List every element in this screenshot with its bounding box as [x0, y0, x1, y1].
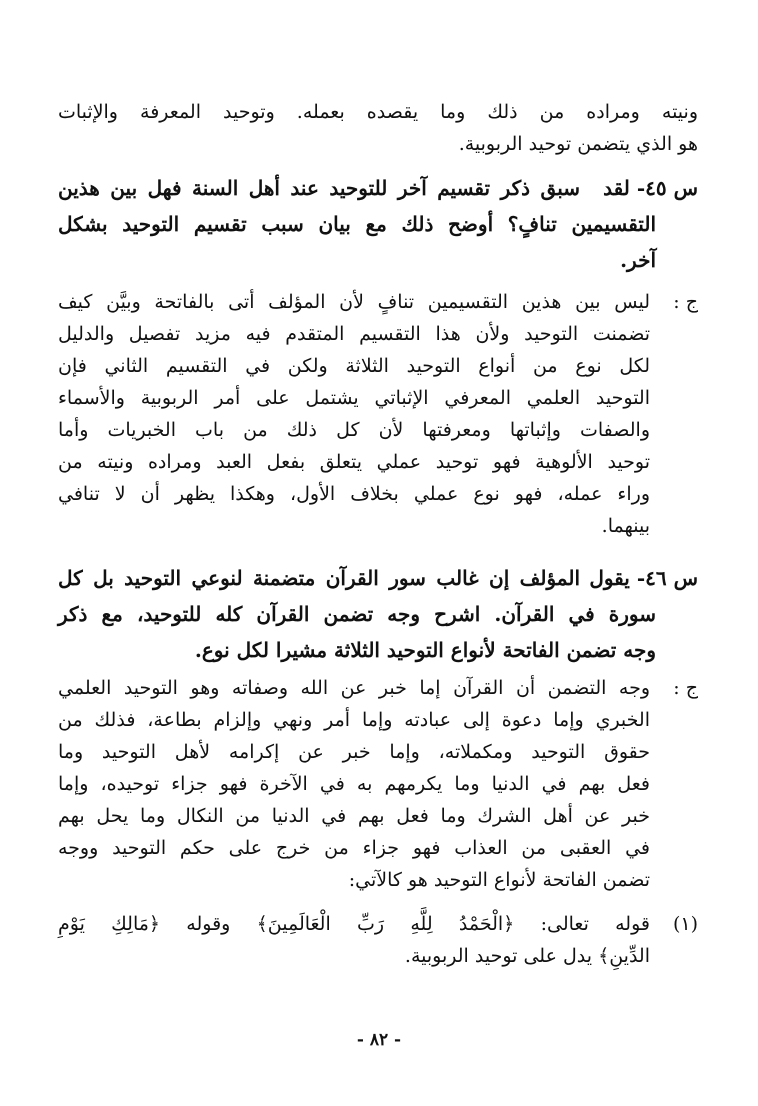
answer-46-line-4: فعل بهم في الدنيا وما يكرمهم به في الآخرة فهو جزاء توحيده، وإما: [58, 773, 650, 795]
list-item-1-line-2: الدِّينِ﴾ يدل على توحيد الربوبية.: [404, 945, 650, 967]
answer-45-label: ج :: [673, 291, 698, 313]
answer-46-line-5: خبر عن أهل الشرك وما فعل بهم في الدنيا من النكال وما يحل بهم: [58, 805, 650, 827]
answer-45: [58, 286, 698, 542]
list-item-1-label: (١): [672, 913, 698, 935]
question-45-line-3: آخر.: [620, 248, 656, 272]
continuation-line-2: هو الذي يتضمن توحيد الربوبية.: [458, 133, 698, 155]
answer-45-line-4: التوحيد العلمي المعرفي الإثباتي يشتمل على أمر الربوبية والأسماء: [58, 387, 650, 409]
question-46: [58, 560, 698, 668]
question-45-label: س ٤٥- لقد: [603, 176, 698, 200]
answer-46-line-7: تضمن الفاتحة لأنواع التوحيد هو كالآتي:: [348, 869, 650, 891]
list-item-1-line-1: قوله تعالى: ﴿الْحَمْدُ لِلَّهِ رَبِّ الْعَالَمِينَ﴾ وقوله ﴿مَالِكِ يَوْمِ: [58, 913, 650, 935]
answer-46-label: ج :: [673, 677, 698, 699]
question-46-label: س ٤٦- يقول: [589, 566, 698, 590]
continuation-line-1: ونيته ومراده من ذلك وما يقصده بعمله. وتوحيد المعرفة والإثبات: [58, 101, 698, 123]
question-45-line-1: سبق ذكر تقسيم آخر للتوحيد عند أهل السنة فهل بين هذين: [58, 176, 580, 200]
answer-45-line-7: وراء عمله، فهو نوع عملي بخلاف الأول، وهكذا يظهر أن لا تنافي: [58, 483, 650, 505]
answer-45-line-8: بينهما.: [601, 515, 650, 537]
answer-46: [58, 672, 698, 896]
answer-46-line-3: حقوق التوحيد ومكملاته، وإما خبر عن إكرامه لأهل التوحيد وما: [58, 741, 650, 763]
answer-46-line-2: الخبري وإما دعوة إلى عبادته وإما أمر ونهي وإلزام بطاعة، فذلك من: [58, 709, 650, 731]
answer-46-line-1: وجه التضمن أن القرآن إما خبر عن الله وصفاته وهو التوحيد العلمي: [58, 677, 650, 699]
answer-45-line-2: تضمنت التوحيد ولأن هذا التقسيم المتقدم فيه مزيد تفصيل والدليل: [58, 323, 650, 345]
question-45: [58, 170, 698, 278]
question-46-line-3: وجه تضمن الفاتحة لأنواع التوحيد الثلاثة مشيرا لكل نوع.: [194, 638, 656, 662]
continuation-paragraph: [58, 96, 698, 160]
page-number: - ٨٢ -: [356, 1030, 402, 1050]
answer-45-line-6: توحيد الألوهية فهو توحيد عملي يتعلق بفعل العبد ومراده ونيته من: [58, 451, 650, 473]
answer-45-line-5: والصفات وإثباتها ومعرفتها لأن كل ذلك من باب الخبريات وأما: [58, 419, 650, 441]
list-item-1: [58, 908, 698, 972]
question-46-line-2: سورة في القرآن. اشرح وجه تضمن القرآن كله للتوحيد، مع ذكر: [58, 602, 656, 626]
answer-45-line-1: ليس بين هذين التقسيمين تنافٍ لأن المؤلف أتى بالفاتحة وبيَّن كيف: [58, 291, 650, 313]
question-45-line-2: التقسيمين تنافٍ؟ أوضح ذلك مع بيان سبب تقسيم التوحيد بشكل: [58, 212, 656, 236]
answer-46-line-6: في العقبى من العذاب فهو جزاء من خرج على حكم التوحيد ووجه: [58, 837, 650, 859]
answer-45-line-3: لكل نوع من أنواع التوحيد الثلاثة ولكن في التقسيم الثاني فإن: [58, 355, 650, 377]
question-46-line-1: المؤلف إن غالب سور القرآن متضمنة لنوعي التوحيد بل كل: [58, 566, 580, 590]
